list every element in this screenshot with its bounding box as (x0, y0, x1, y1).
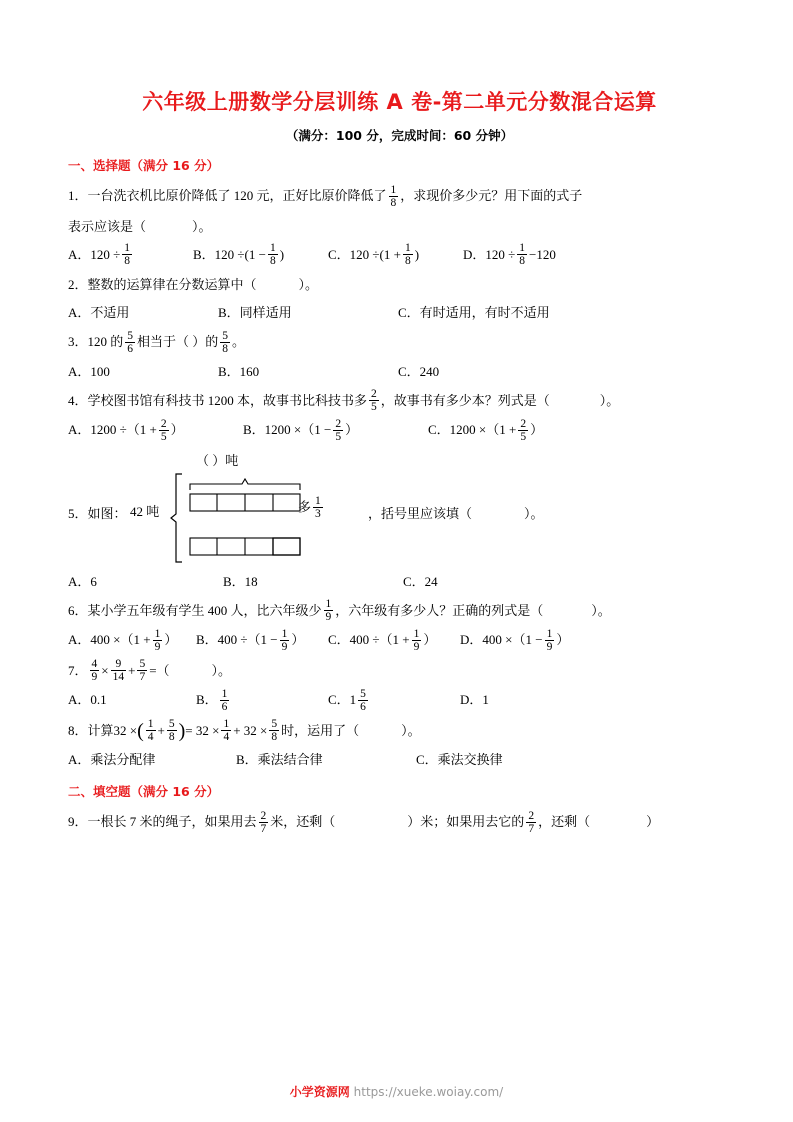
question-5-options (68, 570, 731, 594)
q1-option-d[interactable]: D．120 ÷ $\frac{1}{8}$ −120 (463, 242, 556, 268)
q3-fraction-1: $\frac{5}{6}$ (127, 329, 134, 355)
question-4-options (68, 418, 731, 444)
q4-opt-c-fraction: $\frac{2}{5}$ (520, 417, 527, 443)
q8-inner-op: + (157, 722, 165, 738)
q4-option-a[interactable]: A．1200 ÷（1 + $\frac{2}{5}$ ） (68, 417, 184, 443)
question-2 (68, 272, 731, 297)
section-heading-choice: 一、选择题（满分 16 分） (68, 158, 220, 173)
question-7 (68, 658, 731, 685)
q6-pre: 某小学五年级有学生 400 人，比六年级少 (87, 602, 322, 618)
q4-pre: 学校图书馆有科技书 1200 本，故事书比科技书多 (87, 392, 368, 408)
q2-text: 整数的运算律在分数运算中（ (87, 277, 257, 293)
q1-opt-d-fraction: $\frac{1}{8}$ (519, 242, 526, 268)
q9-number: 9． (68, 814, 88, 830)
q8-fraction-3: $\frac{1}{4}$ (223, 718, 230, 744)
q3-number: 3． (68, 334, 88, 350)
q6-opt-b-fraction: $\frac{1}{9}$ (281, 627, 288, 653)
q7-option-c[interactable]: C．1 $\frac{5}{6}$ (328, 687, 366, 713)
q9-mid2: ）米；如果用去它的 (407, 814, 525, 830)
q9-pre: 一根长 7 米的绳子，如果用去 (87, 814, 257, 830)
question-1-options (68, 243, 731, 269)
q8-option-c[interactable]: C．乘法交换律 (416, 752, 503, 768)
page-title: 六年级上册数学分层训练 A 卷-第二单元分数混合运算 (142, 90, 657, 114)
q8-mid: = 32 × (185, 722, 220, 738)
q6-fraction: $\frac{1}{9}$ (325, 598, 332, 624)
q9-post2: ） (646, 814, 660, 830)
q4-post: ，故事书有多少本？列式是（ (380, 392, 550, 408)
q5-more-label: 多 $\frac{1}{3}$ (298, 494, 321, 520)
q1-opt-b-fraction: $\frac{1}{8}$ (269, 242, 276, 268)
q5-left-label: 42 吨 (130, 503, 160, 519)
q8-fraction-2: $\frac{5}{8}$ (168, 718, 175, 744)
q6-option-d[interactable]: D．400 ×（1 − $\frac{1}{9}$ ） (460, 627, 570, 653)
question-3-options (68, 360, 731, 384)
q5-tail: ，括号里应该填（ ）。 (368, 505, 544, 521)
q4-option-c[interactable]: C．1200 ×（1 + $\frac{2}{5}$ ） (428, 417, 544, 443)
q2-option-a[interactable]: A．不适用 (68, 305, 130, 321)
q5-bracket-diagram (168, 470, 368, 565)
q1-text-a: 一台洗衣机比原价降低了 120 元，正好比原价降低了 (87, 188, 387, 203)
question-1 (68, 183, 731, 210)
q4-opt-a-fraction: $\frac{2}{5}$ (160, 417, 167, 443)
q3-post: 。 (232, 334, 246, 350)
q7-opt-c-fraction: $\frac{5}{6}$ (360, 687, 366, 713)
q8-post2: ）。 (401, 722, 421, 738)
q3-pre: 120 的 (87, 334, 124, 350)
question-5 (68, 448, 731, 568)
q7-op1: × (101, 662, 109, 678)
q9-mid: 米，还剩（ (270, 814, 336, 830)
question-3 (68, 329, 731, 356)
question-7-options (68, 688, 731, 714)
q1-option-b[interactable]: B．120 ÷(1 − $\frac{1}{8}$ ) (193, 242, 285, 268)
q1-option-a[interactable]: A．120 ÷ $\frac{1}{8}$ (68, 242, 131, 268)
q6-post: ，六年级有多少人？正确的列式是（ (335, 602, 544, 618)
q1-fraction: $\frac{1}{8}$ (390, 183, 397, 209)
q8-pre: 计算32 × (87, 722, 138, 738)
watermark (0, 1083, 793, 1100)
q7-fraction-1: $\frac{4}{9}$ (91, 658, 98, 684)
q5-option-b[interactable]: B．18 (223, 573, 258, 589)
q6-opt-c-fraction: $\frac{1}{9}$ (413, 627, 420, 653)
question-8-options (68, 748, 731, 772)
q5-option-a[interactable]: A．6 (68, 573, 97, 589)
q3-mid: 相当于（ ）的 (137, 334, 219, 350)
watermark-url: https://xueke.woiay.com/ (353, 1085, 504, 1099)
q1-opt-a-fraction: $\frac{1}{8}$ (124, 242, 131, 268)
q3-option-c[interactable]: C．240 (398, 363, 440, 379)
section-heading-fill: 二、填空题（满分 16 分） (68, 784, 220, 800)
q9-fraction-1: $\frac{2}{7}$ (260, 809, 267, 835)
q8-number: 8． (68, 722, 88, 738)
q6-option-c[interactable]: C．400 ÷（1 + $\frac{1}{9}$ ） (328, 627, 437, 653)
q7-opt-b-fraction: $\frac{1}{6}$ (221, 687, 228, 713)
question-8 (68, 718, 731, 745)
q1-text-b: ，求现价多少元？用下面的式子 (400, 188, 583, 203)
q4-number: 4． (68, 392, 88, 408)
q9-post: ，还剩（ (538, 814, 591, 830)
q8-paren-close: ) (178, 719, 186, 742)
q8-post: 时，运用了（ (281, 722, 360, 738)
q1-text-d: ）。 (192, 218, 212, 234)
q7-number: 7． (68, 662, 88, 678)
q1-number: 1． (68, 188, 88, 203)
q7-eq: =（ (149, 662, 170, 678)
q3-option-a[interactable]: A．100 (68, 363, 110, 379)
q1-text-c: 表示应该是（ (68, 218, 147, 234)
q2-number: 2． (68, 277, 88, 293)
q8-option-a[interactable]: A．乘法分配律 (68, 752, 156, 768)
q7-option-b[interactable]: B． $\frac{1}{6}$ (196, 687, 228, 713)
q8-option-b[interactable]: B．乘法结合律 (236, 752, 323, 768)
question-9 (68, 809, 731, 836)
q8-paren-open: ( (137, 719, 144, 742)
q4-opt-b-fraction: $\frac{2}{5}$ (335, 417, 342, 443)
q6-option-b[interactable]: B．400 ÷（1 − $\frac{1}{9}$ ） (196, 627, 305, 653)
question-2-options (68, 301, 731, 325)
q1-opt-c-fraction: $\frac{1}{8}$ (404, 242, 411, 268)
q2-option-c[interactable]: C．有时适用，有时不适用 (398, 305, 550, 321)
q4-post2: ）。 (599, 392, 620, 408)
q8-fraction-4: $\frac{5}{8}$ (271, 718, 278, 744)
q7-option-a[interactable]: A．0.1 (68, 692, 107, 708)
question-6 (68, 598, 731, 625)
q7-op2: + (128, 662, 136, 678)
q8-fraction-1: $\frac{1}{4}$ (147, 718, 154, 744)
watermark-brand: 小学资源网 (289, 1085, 350, 1099)
q7-post: ）。 (211, 662, 232, 678)
q5-label: 5．如图： (68, 505, 127, 521)
q3-option-b[interactable]: B．160 (218, 363, 260, 379)
q5-more-fraction: $\frac{1}{3}$ (315, 494, 321, 520)
q6-option-a[interactable]: A．400 ×（1 + $\frac{1}{9}$ ） (68, 627, 178, 653)
q7-option-d[interactable]: D．1 (460, 692, 489, 708)
question-6-options (68, 628, 731, 654)
q6-opt-a-fraction: $\frac{1}{9}$ (154, 627, 161, 653)
q2-text-end: ）。 (298, 277, 319, 293)
q6-post2: ）。 (591, 602, 611, 618)
page-subtitle: （满分：100 分，完成时间：60 分钟） (285, 128, 514, 143)
q4-fraction: $\frac{2}{5}$ (371, 388, 377, 414)
q2-option-b[interactable]: B．同样适用 (218, 305, 292, 321)
q8-mid2: + 32 × (233, 722, 268, 738)
question-1-cont (68, 214, 731, 239)
q1-option-c[interactable]: C．120 ÷(1 + $\frac{1}{8}$ ) (328, 242, 420, 268)
q7-fraction-3: $\frac{5}{7}$ (139, 658, 146, 684)
q4-option-b[interactable]: B．1200 ×（1 − $\frac{2}{5}$ ） (243, 417, 359, 443)
q3-fraction-2: $\frac{5}{8}$ (222, 329, 229, 355)
q6-number: 6． (68, 602, 88, 618)
q5-top-label: （ ）吨 (196, 452, 239, 468)
q9-fraction-2: $\frac{2}{7}$ (528, 809, 535, 835)
q7-fraction-2: $\frac{9}{14}$ (112, 658, 125, 684)
q6-opt-d-fraction: $\frac{1}{9}$ (546, 627, 553, 653)
question-4 (68, 388, 731, 415)
q5-option-c[interactable]: C．24 (403, 573, 438, 589)
